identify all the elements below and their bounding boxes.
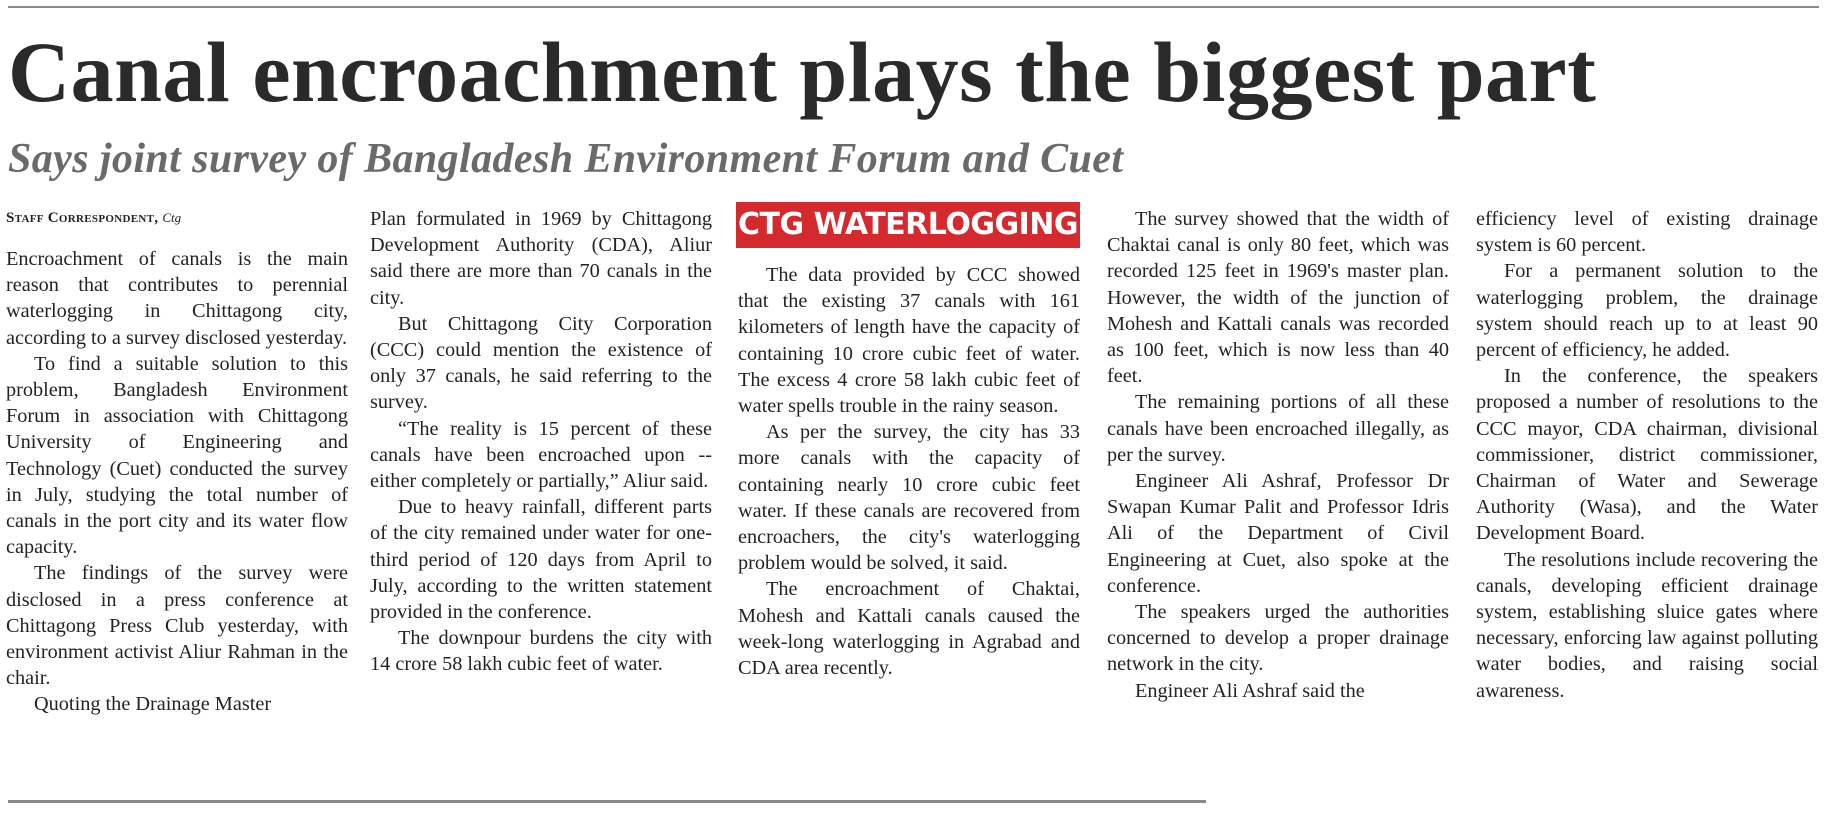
paragraph: As per the survey, the city has 33 more canals with the capacity of containing nearly 10 crore cubic feet water. If these canals are recovered from encroachers, the city's waterlogging problem would be solved, it said. [738, 421, 1080, 575]
paragraph: The encroachment of Chaktai, Mohesh and Kattali canals caused the week-long waterlogging in Agrabad and CDA area recently. [738, 578, 1080, 680]
byline-location: Ctg [162, 210, 182, 225]
paragraph: The remaining portions of all these canals have been encroached illegally, as per the survey. [1107, 391, 1449, 466]
paragraph: Engineer Ali Ashraf said the [1135, 679, 1365, 702]
paragraph: Encroachment of canals is the main reason that contributes to perennial waterlogging in Chittagong city, according to a survey disclosed yesterday. [6, 248, 348, 349]
paragraph: efficiency level of existing drainage system is 60 percent. [1476, 208, 1818, 257]
article-column-3 [738, 262, 1080, 681]
paragraph: The speakers urged the authorities concerned to develop a proper drainage network in the city. [1107, 601, 1449, 676]
paragraph: The findings of the survey were disclosed in a press conference at Chittagong Press Club yesterday, with environment activist Aliur Rahman in the chair. [6, 562, 348, 690]
article-column-2 [370, 206, 712, 678]
paragraph: “The reality is 15 percent of these canals have been encroached upon -- either completely or partially,” Aliur said. [370, 417, 712, 493]
article-column-1 [6, 246, 348, 718]
paragraph: For a permanent solution to the waterlogging problem, the drainage system should reach up to at least 90 percent of efficiency, he added. [1476, 260, 1818, 362]
paragraph: Due to heavy rainfall, different parts of the city remained under water for one-third period of 120 days from April to July, according to the written statement provided in the conference. [370, 496, 712, 624]
paragraph: The resolutions include recovering the canals, developing efficient drainage system, establishing sluice gates where necessary, enforcing law against polluting water bodies, and raising social awareness. [1476, 548, 1818, 702]
paragraph: The survey showed that the width of Chaktai canal is only 80 feet, which was recorded 125 feet in 1969's master plan. However, the width of the junction of Mohesh and Kattali canals was recorded as 100 feet, which is now less than 40 feet. [1107, 208, 1449, 388]
bottom-rule [8, 800, 1206, 803]
byline-name: Staff Correspondent, [6, 210, 159, 226]
top-rule [8, 6, 1819, 8]
byline [6, 210, 348, 227]
subheadline: Says joint survey of Bangladesh Environment Forum and Cuet [8, 136, 1124, 182]
paragraph: The downpour burdens the city with 14 crore 58 lakh cubic feet of water. [370, 627, 712, 676]
article-column-5 [1476, 206, 1818, 704]
paragraph: Engineer Ali Ashraf, Professor Dr Swapan Kumar Palit and Professor Idris Ali of the Department of Civil Engineering at Cuet, also spoke at the conference. [1107, 470, 1449, 597]
article-column-4 [1107, 206, 1449, 704]
paragraph: Plan formulated in 1969 by Chittagong Development Authority (CDA), Aliur said there are more than 70 canals in the city. [370, 208, 712, 309]
paragraph: The data provided by CCC showed that the existing 37 canals with 161 kilometers of length have the capacity of containing 10 crore cubic feet of water. The excess 4 crore 58 lakh cubic feet of water spells trouble in the rainy season. [738, 264, 1080, 418]
paragraph: In the conference, the speakers proposed a number of resolutions to the CCC mayor, CDA chairman, divisional commissioner, district commissioner, Chairman of Water and Sewerage Authority (Wasa), and the Water Development Board. [1476, 365, 1818, 545]
section-tag: CTG WATERLOGGING [736, 202, 1080, 248]
paragraph: But Chittagong City Corporation (CCC) could mention the existence of only 37 canals, he said referring to the survey. [370, 312, 712, 414]
paragraph: Quoting the Drainage Master [34, 693, 272, 716]
paragraph: To find a suitable solution to this problem, Bangladesh Environment Forum in association with Chittagong University of Engineering and Technology (Cuet) conducted the survey in July, studying the total number of canals in the port city and its water flow capacity. [6, 352, 348, 559]
headline: Canal encroachment plays the biggest part [8, 24, 1597, 120]
